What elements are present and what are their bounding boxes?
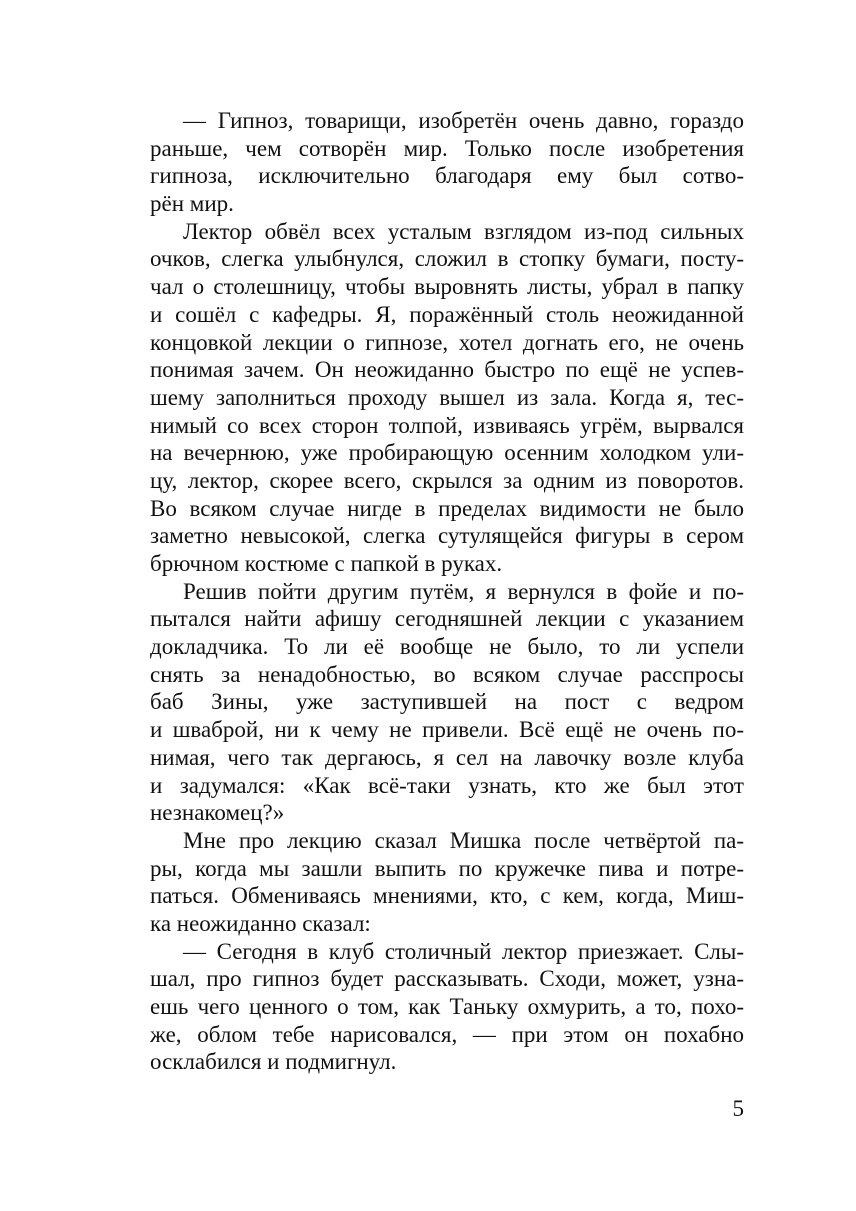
page-number: 5 xyxy=(732,1096,744,1121)
text-line: паться. Обмениваясь мнениями, кто, с кем, когда, Миш- xyxy=(150,883,744,909)
text-line: Мне про лекцию сказал Мишка после четвёртой па- xyxy=(183,827,744,853)
text-line: брючном костюме с папкой в руках. xyxy=(150,551,503,576)
text-line: на вечернюю, уже пробирающую осенним холодком ули- xyxy=(150,440,744,466)
text-line: незнакомец?» xyxy=(150,800,285,826)
text-line: рён мир. xyxy=(150,191,234,217)
text-line: заметно невысокой, слегка сутулящейся фигуры в сером xyxy=(150,523,744,549)
text-line: осклабился и подмигнул. xyxy=(150,1049,397,1075)
text-line: пытался найти афишу сегодняшней лекции с указанием xyxy=(150,606,744,632)
text-line: — Сегодня в клуб столичный лектор приезжает. Слы- xyxy=(183,938,744,964)
text-line: Во всяком случае нигде в пределах видимости не было xyxy=(150,495,744,521)
text-line: нимая, чего так дергаюсь, я сел на лавочку возле клуба xyxy=(150,744,744,770)
text-line: очков, слегка улыбнулся, сложил в стопку бумаги, посту- xyxy=(150,246,744,272)
text-line: докладчика. То ли её вообще не было, то ли успели xyxy=(150,634,744,660)
text-line: и шваброй, ни к чему не привели. Всё ещё не очень по- xyxy=(150,717,744,743)
text-line: концовкой лекции о гипнозе, хотел догнать его, не очень xyxy=(150,329,744,355)
text-line: гипноза, исключительно благодаря ему был сотво- xyxy=(150,163,744,189)
text-line: раньше, чем сотворён мир. Только после изобретения xyxy=(150,135,744,161)
paragraph xyxy=(150,218,744,578)
body-text xyxy=(150,107,744,1076)
text-line: баб Зины, уже заступившей на пост с ведром xyxy=(150,689,744,715)
text-line: Решив пойти другим путём, я вернулся в фойе и по- xyxy=(183,578,744,604)
text-line: шал, про гипноз будет рассказывать. Сходи, может, узна- xyxy=(150,966,744,992)
text-line: понимая зачем. Он неожиданно быстро по ещё не успев- xyxy=(150,357,744,383)
text-line: же, облом тебе нарисовался, — при этом он похабно xyxy=(150,1021,744,1047)
text-line: чал о столешницу, чтобы выровнять листы, убрал в папку xyxy=(150,274,744,300)
paragraph xyxy=(150,107,744,218)
text-line: ешь чего ценного о том, как Таньку охмурить, а то, похо- xyxy=(150,994,744,1019)
text-line: ка неожиданно сказал: xyxy=(150,910,371,936)
text-line: ры, когда мы зашли выпить по кружечке пива и потре- xyxy=(150,855,744,881)
text-line: нимый со всех сторон толпой, извиваясь угрём, вырвался xyxy=(150,412,744,438)
text-line: Лектор обвёл всех усталым взглядом из-под сильных xyxy=(183,218,744,244)
paragraph xyxy=(150,578,744,827)
text-line: снять за ненадобностью, во всяком случае расспросы xyxy=(150,661,744,687)
text-line: — Гипноз, товарищи, изобретён очень давно, гораздо xyxy=(183,108,744,133)
paragraph xyxy=(150,827,744,938)
text-line: и задумался: «Как всё-таки узнать, кто же был этот xyxy=(150,772,744,798)
paragraph xyxy=(150,938,744,1076)
text-line: и сошёл с кафедры. Я, поражённый столь неожиданной xyxy=(150,301,744,327)
text-line: цу, лектор, скорее всего, скрылся за одним из поворотов. xyxy=(150,467,744,493)
text-line: шему заполниться проходу вышел из зала. Когда я, тес- xyxy=(150,384,744,410)
